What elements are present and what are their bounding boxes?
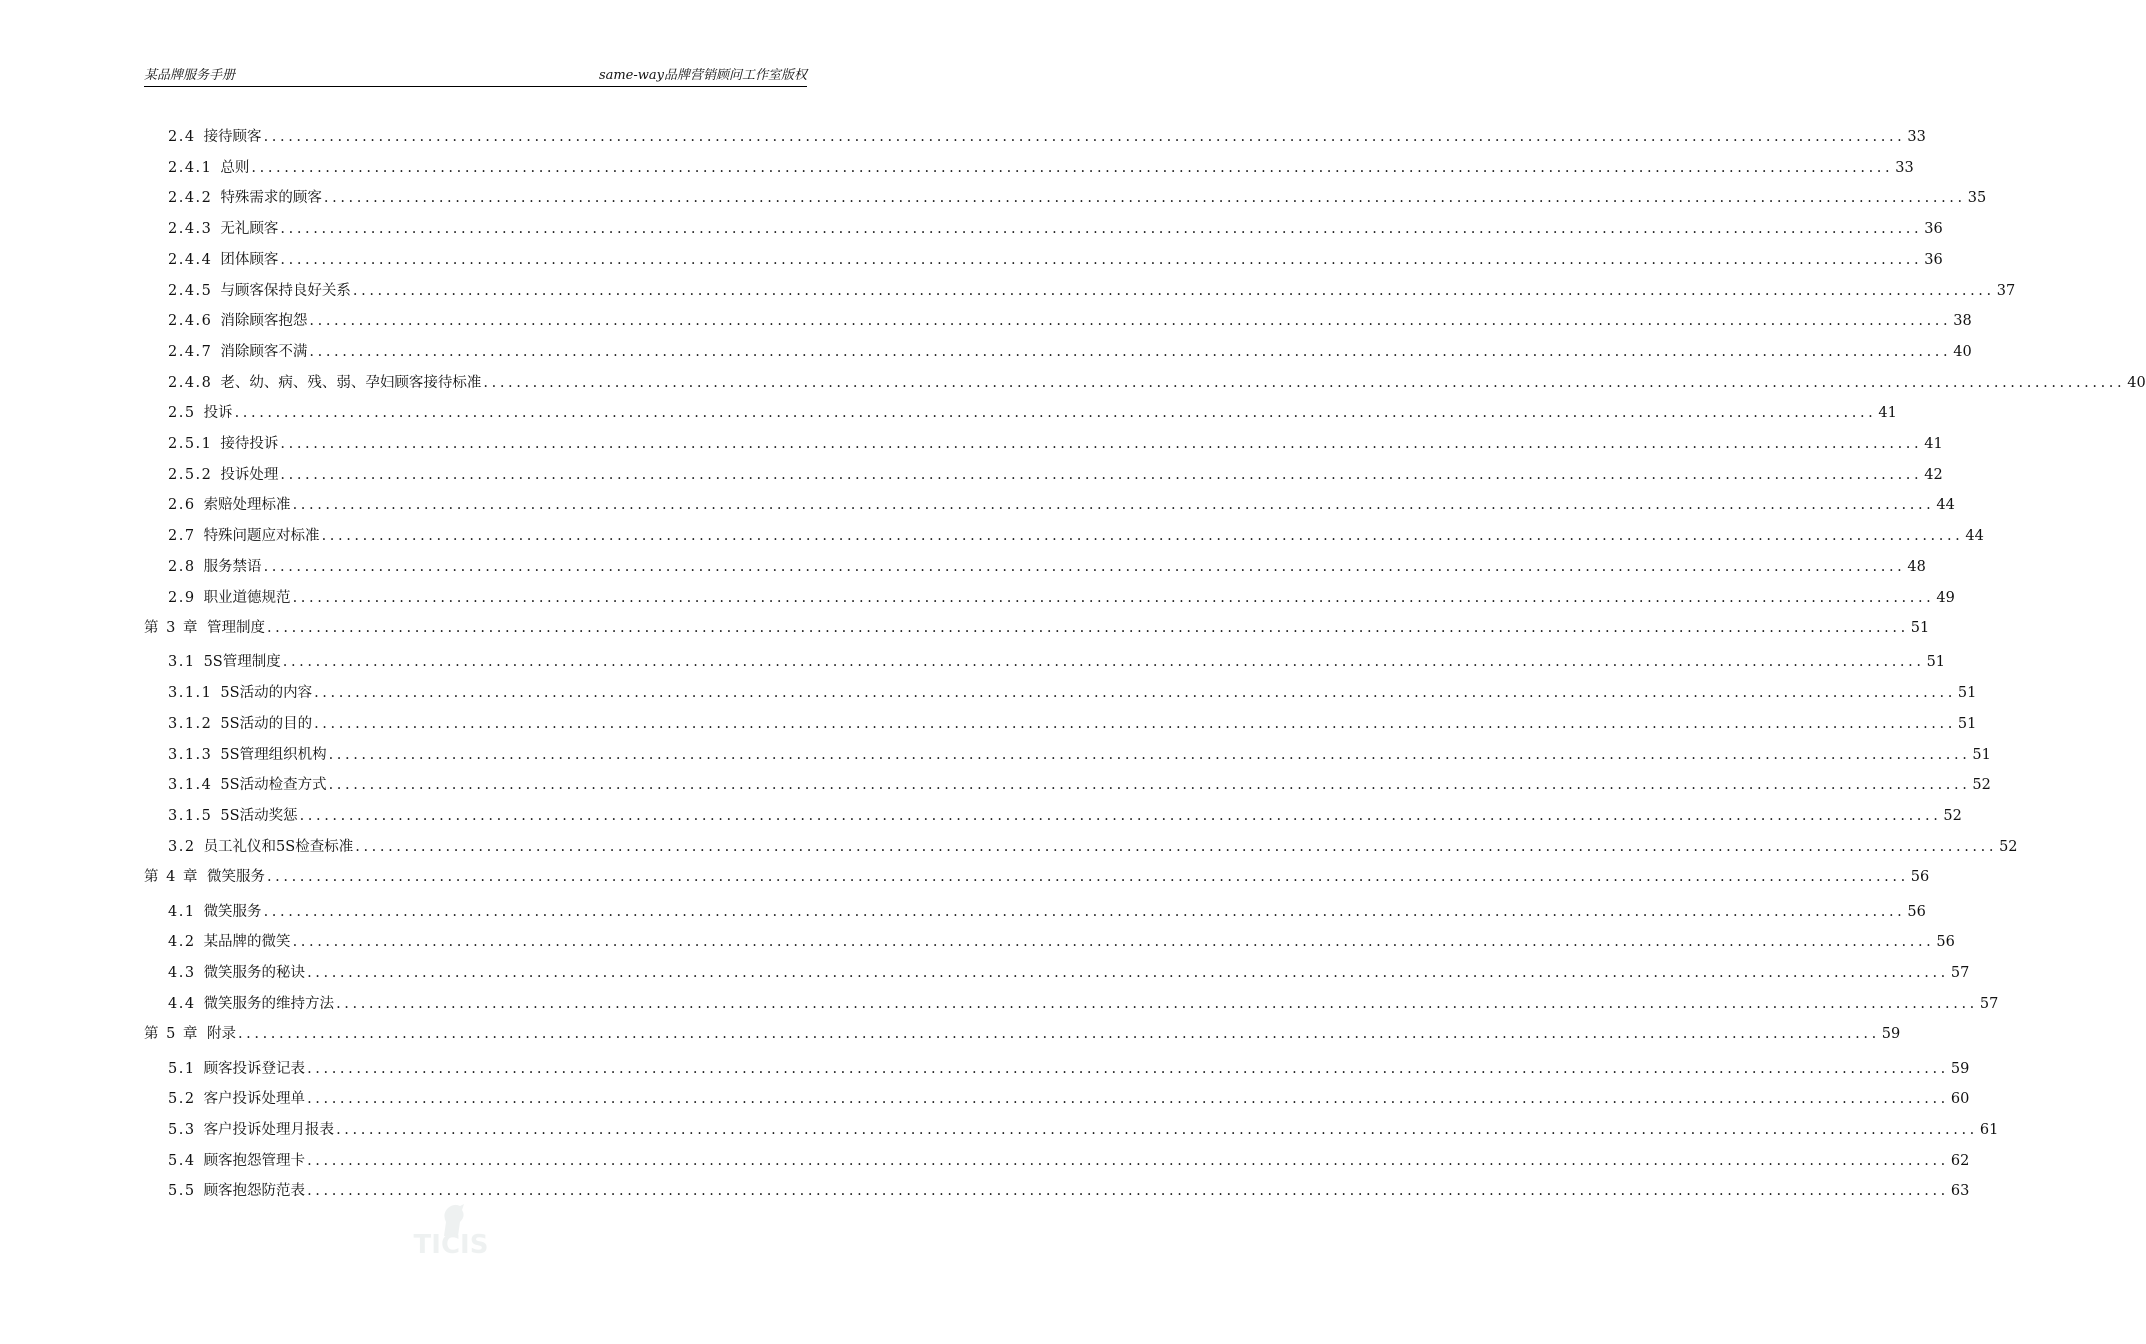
toc-dot-leader: ........................................................................................................................................................................................................ (292, 934, 1935, 951)
toc-chapter-entry[interactable] (144, 1023, 1901, 1045)
toc-dot-leader: ........................................................................................................................................................................................................ (307, 1183, 1949, 1200)
toc-entry-number: 2.4.3 (168, 221, 213, 238)
toc-entry-page-number: 59 (1881, 1026, 1901, 1043)
toc-entry[interactable] (144, 901, 1926, 923)
toc-entry-page-number: 57 (1950, 964, 1970, 981)
toc-entry-title: 微笑服务 (203, 903, 262, 920)
toc-entry-title: 员工礼仪和5S检查标准 (203, 838, 354, 855)
toc-entry-title: 微笑服务的维持方法 (203, 995, 335, 1012)
toc-entry-title: 接待投诉 (220, 436, 279, 452)
toc-entry[interactable] (144, 1119, 1999, 1141)
header-copyright: same-way品牌营销顾问工作室版权 (598, 68, 807, 83)
toc-entry-number: 2.4.1 (168, 159, 213, 176)
toc-entry-number: 3.1.5 (168, 807, 213, 824)
toc-entry-number: 3.1.1 (168, 685, 213, 702)
toc-entry[interactable] (144, 433, 1943, 455)
toc-entry-page-number: 49 (1936, 589, 1955, 606)
toc-entry-number: 2.4.2 (168, 190, 213, 207)
toc-entry-page-number: 52 (1999, 838, 2018, 855)
toc-entry-number: 第 4 章 (144, 869, 199, 886)
toc-entry-number: 4.1 (168, 903, 196, 920)
toc-entry-title: 客户投诉处理月报表 (203, 1121, 335, 1138)
toc-entry-page-number: 59 (1950, 1060, 1970, 1077)
toc-entry[interactable] (144, 682, 1977, 704)
toc-entry-page-number: 62 (1950, 1152, 1970, 1169)
toc-entry-number: 3.1.2 (168, 715, 213, 732)
toc-dot-leader: ........................................................................................................................................................................................................ (307, 1060, 1949, 1077)
toc-entry-title: 特殊需求的顾客 (220, 190, 322, 207)
toc-dot-leader: ........................................................................................................................................................................................................ (266, 620, 1909, 637)
toc-dot-leader: ........................................................................................................................................................................................................ (280, 436, 1923, 452)
toc-entry[interactable] (144, 187, 1987, 209)
toc-entry-page-number: 51 (1910, 620, 1930, 637)
toc-entry[interactable] (144, 993, 1999, 1015)
toc-dot-leader: ........................................................................................................................................................................................................ (314, 685, 1956, 702)
toc-entry-page-number: 60 (1950, 1091, 1970, 1108)
toc-entry[interactable] (144, 744, 1991, 766)
toc-entry[interactable] (144, 494, 1955, 516)
toc-entry-title: 顾客抱怨管理卡 (203, 1152, 306, 1169)
toc-entry-number: 5.1 (168, 1060, 196, 1077)
toc-chapter-entry[interactable] (144, 617, 1930, 639)
toc-entry-title: 5S管理制度 (203, 654, 281, 671)
toc-entry-page-number: 38 (1953, 313, 1972, 330)
toc-entry[interactable] (144, 402, 1897, 424)
toc-entry-title: 5S活动的内容 (220, 685, 313, 702)
toc-entry-number: 2.4.4 (168, 251, 213, 268)
toc-entry-page-number: 51 (1957, 715, 1977, 732)
toc-entry-page-number: 48 (1907, 558, 1926, 575)
toc-entry-number: 4.3 (168, 964, 196, 981)
toc-entry-number: 5.4 (168, 1152, 196, 1169)
toc-entry-title: 总则 (220, 159, 250, 176)
toc-entry-title: 顾客投诉登记表 (203, 1060, 306, 1077)
toc-entry[interactable] (144, 157, 1914, 179)
toc-entry-page-number: 33 (1895, 159, 1914, 176)
toc-dot-leader: ........................................................................................................................................................................................................ (328, 746, 1971, 763)
toc-dot-leader: ........................................................................................................................................................................................................ (355, 838, 1998, 855)
toc-entry-title: 顾客抱怨防范表 (203, 1183, 306, 1200)
toc-entry-title: 管理制度 (206, 620, 265, 637)
toc-entry-page-number: 37 (1996, 282, 2016, 299)
toc-entry-title: 微笑服务的秘诀 (203, 964, 306, 981)
toc-entry[interactable] (144, 525, 1984, 547)
toc-entry-page-number: 52 (1943, 807, 1962, 824)
toc-entry-page-number: 42 (1924, 466, 1943, 483)
toc-entry-number: 3.1 (168, 654, 196, 671)
toc-dot-leader: ........................................................................................................................................................................................................ (251, 159, 1894, 176)
toc-entry[interactable] (144, 310, 1972, 332)
toc-entry-number: 4.4 (168, 995, 196, 1012)
toc-dot-leader: ........................................................................................................................................................................................................ (266, 869, 1909, 886)
toc-entry[interactable] (144, 1058, 1970, 1080)
toc-entry-number: 2.5.2 (168, 466, 213, 483)
toc-entry-page-number: 56 (1907, 903, 1926, 920)
toc-entry-title: 投诉处理 (220, 466, 279, 483)
toc-entry-number: 2.4 (168, 129, 196, 145)
toc-entry-title: 索赔处理标准 (203, 497, 291, 514)
toc-entry-page-number: 51 (1957, 685, 1977, 702)
toc-entry[interactable] (144, 372, 2146, 394)
toc-entry-number: 2.4.5 (168, 282, 213, 299)
toc-entry-number: 2.8 (168, 558, 196, 575)
toc-entry-number: 2.4.8 (168, 374, 213, 391)
toc-entry-title: 消除顾客抱怨 (220, 313, 308, 330)
toc-entry-number: 2.4.6 (168, 313, 213, 330)
toc-entry[interactable] (144, 774, 1991, 796)
toc-dot-leader: ........................................................................................................................................................................................................ (328, 777, 1971, 794)
toc-entry-title: 服务禁语 (203, 558, 262, 575)
toc-dot-leader: ........................................................................................................................................................................................................ (323, 190, 1966, 207)
toc-entry-title: 5S活动的目的 (220, 715, 313, 732)
toc-chapter-entry[interactable] (144, 866, 1930, 888)
toc-entry-number: 2.6 (168, 497, 196, 514)
toc-entry-title: 5S活动奖惩 (220, 807, 298, 824)
toc-entry[interactable] (144, 1180, 1970, 1202)
toc-entry-page-number: 40 (2127, 374, 2146, 391)
toc-dot-leader: ........................................................................................................................................................................................................ (263, 558, 1906, 575)
toc-entry-page-number: 61 (1979, 1121, 1999, 1138)
toc-entry-page-number: 56 (1910, 869, 1930, 886)
page-header (144, 66, 807, 87)
toc-dot-leader: ........................................................................................................................................................................................................ (309, 343, 1952, 360)
toc-dot-leader: ........................................................................................................................................................................................................ (234, 405, 1877, 422)
toc-entry-page-number: 40 (1953, 343, 1972, 360)
toc-entry[interactable] (144, 587, 1955, 609)
toc-entry-title: 消除顾客不满 (220, 343, 308, 360)
toc-entry-page-number: 56 (1936, 934, 1955, 951)
toc-entry-title: 投诉 (203, 405, 233, 422)
toc-entry-title: 接待顾客 (203, 129, 262, 145)
toc-entry-page-number: 33 (1907, 129, 1926, 145)
toc-dot-leader: ........................................................................................................................................................................................................ (307, 1152, 1949, 1169)
watermark-text: TICIS (413, 1230, 489, 1260)
toc-dot-leader: ........................................................................................................................................................................................................ (292, 589, 1935, 606)
toc-dot-leader: ........................................................................................................................................................................................................ (483, 374, 2126, 391)
toc-dot-leader: ........................................................................................................................................................................................................ (280, 466, 1923, 483)
toc-entry-number: 5.2 (168, 1091, 196, 1108)
toc-entry-page-number: 51 (1926, 654, 1946, 671)
toc-dot-leader: ........................................................................................................................................................................................................ (352, 282, 1995, 299)
toc-dot-leader: ........................................................................................................................................................................................................ (299, 807, 1942, 824)
toc-entry-page-number: 52 (1972, 777, 1991, 794)
toc-entry-number: 2.9 (168, 589, 196, 606)
toc-dot-leader: ........................................................................................................................................................................................................ (336, 995, 1978, 1012)
toc-entry[interactable] (144, 713, 1977, 735)
toc-entry[interactable] (144, 962, 1970, 984)
watermark-logo (406, 1200, 496, 1275)
toc-entry[interactable] (144, 556, 1926, 578)
toc-entry-title: 某品牌的微笑 (203, 934, 291, 951)
toc-entry-page-number: 44 (1936, 497, 1955, 514)
toc-dot-leader: ........................................................................................................................................................................................................ (309, 313, 1952, 330)
toc-dot-leader: ........................................................................................................................................................................................................ (263, 129, 1906, 145)
toc-entry-title: 客户投诉处理单 (203, 1091, 306, 1108)
toc-entry-page-number: 36 (1924, 221, 1943, 238)
toc-dot-leader: ........................................................................................................................................................................................................ (314, 715, 1956, 732)
toc-dot-leader: ........................................................................................................................................................................................................ (282, 654, 1925, 671)
toc-entry-number: 3.1.3 (168, 746, 213, 763)
toc-entry-title: 职业道德规范 (203, 589, 291, 606)
toc-entry-number: 3.1.4 (168, 777, 213, 794)
toc-entry-title: 团体顾客 (220, 251, 279, 268)
toc-entry-number: 4.2 (168, 934, 196, 951)
toc-entry[interactable] (144, 280, 2016, 302)
toc-dot-leader: ........................................................................................................................................................................................................ (292, 497, 1935, 514)
toc-entry-number: 3.2 (168, 838, 196, 855)
toc-entry-title: 5S管理组织机构 (220, 746, 327, 763)
toc-entry-title: 老、幼、病、残、弱、孕妇顾客接待标准 (220, 374, 482, 391)
toc-entry[interactable] (144, 805, 1962, 827)
toc-entry-title: 特殊问题应对标准 (203, 528, 320, 545)
toc-dot-leader: ........................................................................................................................................................................................................ (336, 1121, 1978, 1138)
toc-entry[interactable] (144, 464, 1943, 486)
toc-entry-title: 附录 (206, 1026, 236, 1043)
toc-dot-leader: ........................................................................................................................................................................................................ (263, 903, 1906, 920)
toc-entry[interactable] (144, 341, 1972, 363)
toc-entry-number: 5.5 (168, 1183, 196, 1200)
toc-entry[interactable] (144, 931, 1955, 953)
toc-entry[interactable] (144, 249, 1943, 271)
header-doc-title: 某品牌服务手册 (144, 68, 236, 83)
toc-entry[interactable] (144, 1088, 1970, 1110)
toc-entry-number: 2.5.1 (168, 436, 213, 452)
toc-entry[interactable] (144, 1150, 1970, 1172)
toc-entry-page-number: 51 (1972, 746, 1991, 763)
toc-entry-page-number: 36 (1924, 251, 1943, 268)
toc-entry-title: 微笑服务 (206, 869, 265, 886)
toc-dot-leader: ........................................................................................................................................................................................................ (280, 221, 1923, 238)
toc-entry-page-number: 35 (1967, 190, 1987, 207)
toc-dot-leader: ........................................................................................................................................................................................................ (237, 1026, 1880, 1043)
toc-entry-number: 2.5 (168, 405, 196, 422)
toc-entry-number: 5.3 (168, 1121, 196, 1138)
toc-entry-title: 与顾客保持良好关系 (220, 282, 351, 299)
toc-dot-leader: ........................................................................................................................................................................................................ (307, 1091, 1949, 1108)
toc-entry-page-number: 57 (1979, 995, 1999, 1012)
toc-entry-number: 2.7 (168, 528, 196, 545)
toc-entry[interactable] (144, 126, 1926, 148)
toc-entry-number: 第 5 章 (144, 1026, 199, 1043)
toc-entry-page-number: 41 (1878, 405, 1897, 422)
toc-entry-number: 2.4.7 (168, 343, 213, 360)
toc-entry-number: 第 3 章 (144, 620, 199, 637)
toc-entry[interactable] (144, 836, 2018, 858)
toc-entry-page-number: 63 (1950, 1183, 1970, 1200)
toc-entry-page-number: 44 (1965, 528, 1984, 545)
toc-dot-leader: ........................................................................................................................................................................................................ (280, 251, 1923, 268)
toc-entry-title: 无礼顾客 (220, 221, 279, 238)
toc-dot-leader: ........................................................................................................................................................................................................ (307, 964, 1949, 981)
toc-entry-title: 5S活动检查方式 (220, 777, 327, 794)
toc-dot-leader: ........................................................................................................................................................................................................ (321, 528, 1964, 545)
toc-entry[interactable] (144, 651, 1946, 673)
toc-entry-page-number: 41 (1924, 436, 1943, 452)
toc-entry[interactable] (144, 218, 1943, 240)
